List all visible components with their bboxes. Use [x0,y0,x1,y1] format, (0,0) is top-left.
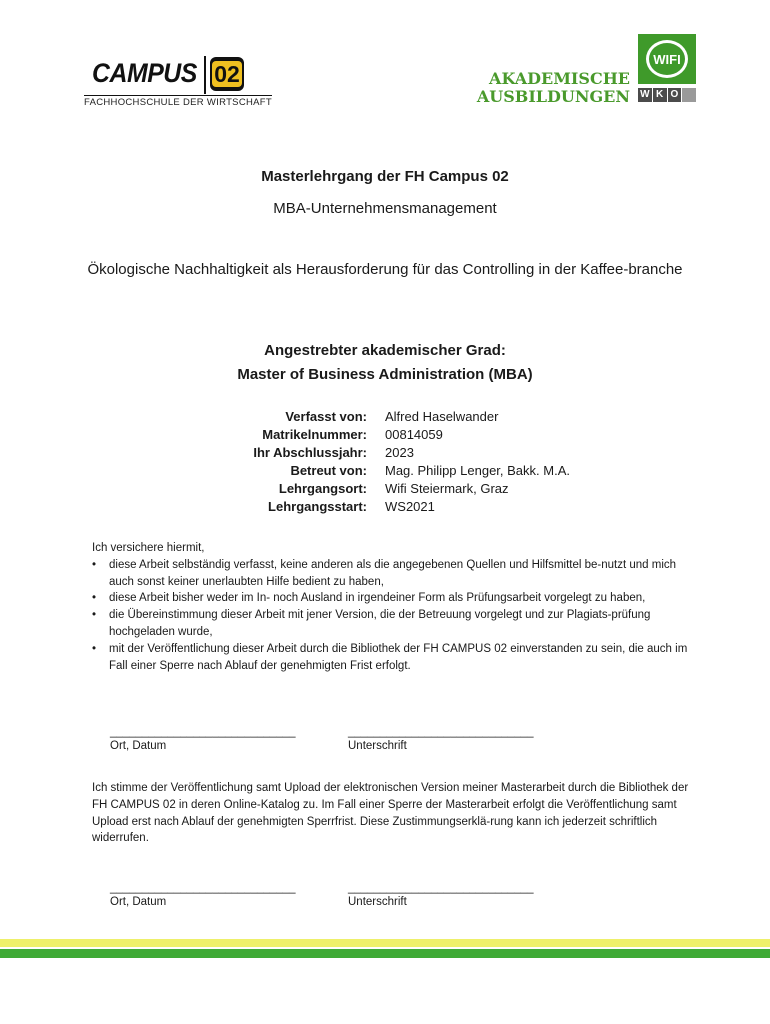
degree-name: Master of Business Administration (MBA) [237,366,533,383]
detail-value: Alfred Haselwander [385,409,499,424]
place-date-label: Ort, Datum [110,740,167,752]
signature-line-place-date: _____________________________ [110,726,296,738]
footer-stripe-green [0,949,770,958]
bullet-icon: • [92,642,97,655]
degree-block [0,339,770,387]
thesis-title: Ökologische Nachhaltigkeit als Herausforderung für das Controlling in der Kaffee-branche [87,261,683,278]
akademische-logo-line1: AKADEMISCHE [489,69,630,88]
detail-row [200,498,570,516]
detail-value: Wifi Steiermark, Graz [385,481,509,496]
declaration-item [92,641,692,675]
campus02-logo-number [210,57,244,91]
declaration-item [92,590,692,607]
detail-value: 2023 [385,445,414,460]
declaration-intro: Ich versichere hiermit, [92,542,205,554]
detail-value: 00814059 [385,427,443,442]
detail-row [200,480,570,498]
degree-label: Angestrebter akademischer Grad: [264,342,506,359]
detail-value: Mag. Philipp Lenger, Bakk. M.A. [385,463,570,478]
detail-row [200,444,570,462]
signature-label: Unterschrift [348,896,407,908]
declaration-item [92,607,692,641]
signature-line-signature: _____________________________ [348,882,534,894]
thesis-details [200,408,570,516]
bullet-icon: • [92,558,97,571]
wko-logo-bar [682,88,696,102]
declaration [92,540,692,674]
signature-line-signature: _____________________________ [348,726,534,738]
wko-letter: O [668,88,682,102]
campus02-logo-number-text: 02 [214,61,240,87]
detail-value: WS2021 [385,499,435,514]
campus02-logo-wordmark: CAMPUS [92,58,197,88]
wifi-logo: WIFI [646,40,688,78]
publication-consent: Ich stimme der Veröffentlichung samt Upload der elektronischen Version meiner Masterarbeit durch die Bibliothek der FH CAMPUS 02 in deren Online-Katalog zu. Im Fall einer Sperre der Masterarbeit erfolgt die Veröffentlichung samt Upload erst nach Ablauf der genehmigten Sperrfrist. Diese Zustimmungserklä-rung kann ich jederzeit schriftlich widerrufen. [92,782,689,845]
programme-title: Masterlehrgang der FH Campus 02 [261,168,509,185]
wko-letter: W [638,88,652,102]
detail-label: Lehrgangsort: [278,481,367,496]
detail-row [200,426,570,444]
declaration-list [92,557,692,675]
place-date-label: Ort, Datum [110,896,167,908]
campus02-logo-subtitle: FACHHOCHSCHULE DER WIRTSCHAFT [84,97,272,108]
akademische-logo-line2: AUSBILDUNGEN [476,87,630,106]
detail-row [200,408,570,426]
akademische-ausbildungen-logo [470,70,630,106]
signature-label: Unterschrift [348,740,407,752]
wko-letter: K [653,88,667,102]
wko-logo [638,88,696,102]
declaration-item-text: mit der Veröffentlichung dieser Arbeit durch die Bibliothek der FH CAMPUS 02 einverstanden zu sein, die auch im Fall einer Sperre nach Ablauf der genehmigten Frist erfolgt. [109,642,688,672]
detail-label: Betreut von: [290,463,367,478]
detail-label: Lehrgangsstart: [268,499,367,514]
detail-label: Ihr Abschlussjahr: [253,445,367,460]
declaration-item-text: diese Arbeit bisher weder im In- noch Ausland in irgendeiner Form als Prüfungsarbeit vorgelegt zu haben, [109,592,646,605]
detail-row [200,462,570,480]
detail-label: Verfasst von: [285,409,367,424]
declaration-item-text: die Übereinstimmung dieser Arbeit mit jener Version, die der Betreuung vorgelegt und zur Plagiats-prüfung hochgeladen wurde, [109,609,651,638]
course-title: MBA-Unternehmensmanagement [273,200,497,217]
signature-line-place-date: _____________________________ [110,882,296,894]
declaration-item [92,557,692,591]
bullet-icon: • [92,609,97,622]
bullet-icon: • [92,592,97,605]
detail-label: Matrikelnummer: [262,427,367,442]
declaration-item-text: diese Arbeit selbständig verfasst, keine anderen als die angegebenen Quellen und Hilfsmittel be-nutzt und mich auch sonst keiner unerlaubten Hilfe bedient zu haben, [109,558,677,588]
footer-stripe-yellow [0,939,770,947]
